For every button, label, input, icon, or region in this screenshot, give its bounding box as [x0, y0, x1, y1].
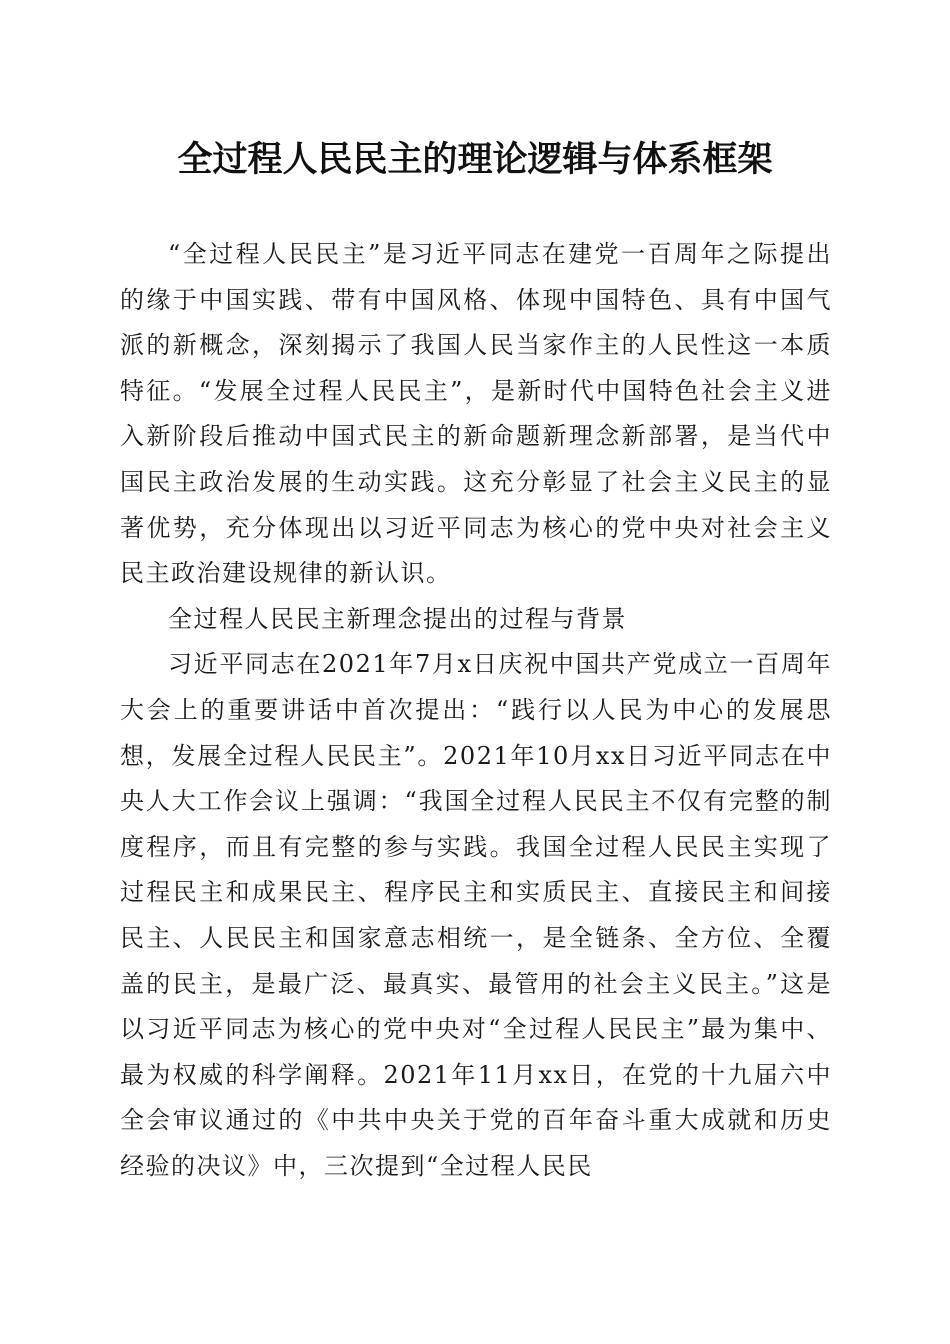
section-heading: 全过程人民民主新理念提出的过程与背景	[168, 604, 627, 633]
paragraph-history: 习近平同志在2021年7月x日庆祝中国共产党成立一百周年大会上的重要讲话中首次提出：“践行以人民为中心的发展思想，发展全过程人民民主”。2021年10月xx日习近平同志在中央人大工作会议上强调：“我国全过程人民民主不仅有完整的制度程序，而且有完整的参与实践。我国全过程人民民主实现了过程民主和成果民主、程序民主和实质民主、直接民主和间接民主、人民民主和国家意志相统一，是全链条、全方位、全覆盖的民主，是最广泛、最真实、最管用的社会主义民主。”这是以习近平同志为核心的党中央对“全过程人民民主”最为集中、最为权威的科学阐释。2021年11月xx日，在党的十九届六中全会审议通过的《中共中央关于党的百年奋斗重大成就和历史经验的决议》中，三次提到“全过程人民民	[120, 650, 832, 1180]
document-body	[120, 232, 832, 1189]
document-title: 全过程人民民主的理论逻辑与体系框架	[177, 139, 773, 180]
paragraph-intro: “全过程人民民主”是习近平同志在建党一百周年之际提出的缘于中国实践、带有中国风格、体现中国特色、具有中国气派的新概念，深刻揭示了我国人民当家作主的人民性这一本质特征。“发展全过程人民民主”，是新时代中国特色社会主义进入新阶段后推动中国式民主的新命题新理念新部署，是当代中国民主政治发展的生动实践。这充分彰显了社会主义民主的显著优势，充分体现出以习近平同志为核心的党中央对社会主义民主政治建设规律的新认识。	[120, 240, 832, 588]
